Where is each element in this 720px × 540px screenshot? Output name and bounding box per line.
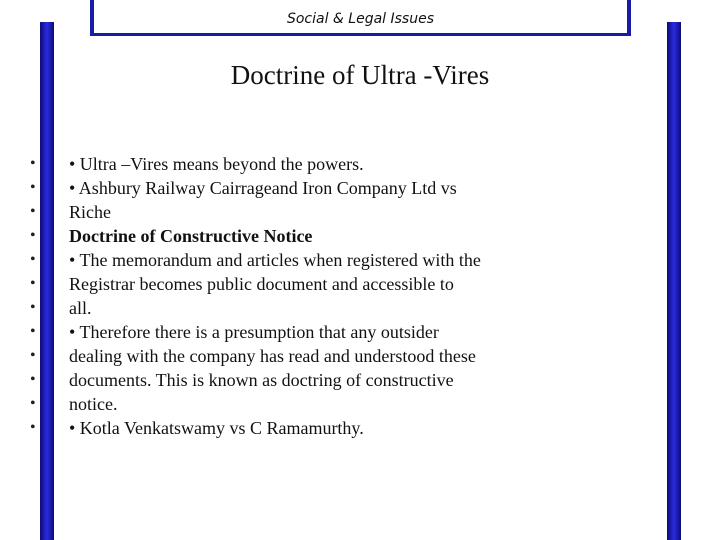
bullet-marker: •	[30, 179, 36, 196]
left-decorative-column	[40, 22, 54, 540]
bullet-marker: •	[30, 395, 36, 412]
bullet-marker: •	[30, 155, 36, 172]
bullet-marker: •	[30, 203, 36, 220]
bullet-marker: •	[30, 299, 36, 316]
body-line: • The memorandum and articles when registered with the	[69, 250, 481, 270]
right-decorative-column	[667, 22, 681, 540]
bullet-marker: •	[30, 275, 36, 292]
body-line: Doctrine of Constructive Notice	[69, 226, 313, 246]
bullet-column	[30, 152, 36, 440]
body-line: documents. This is known as doctring of constructive	[69, 370, 454, 390]
header-title: Social & Legal Issues	[286, 11, 435, 27]
bullet-marker: •	[30, 227, 36, 244]
body-line: all.	[69, 298, 92, 318]
body-line: • Kotla Venkatswamy vs C Ramamurthy.	[69, 418, 364, 438]
body-line: • Ultra –Vires means beyond the powers.	[69, 154, 364, 174]
bullet-marker: •	[30, 371, 36, 388]
slide-title: Doctrine of Ultra -Vires	[230, 60, 490, 90]
bullet-marker: •	[30, 323, 36, 340]
bullet-marker: •	[30, 347, 36, 364]
body-line: notice.	[69, 394, 118, 414]
body-line: dealing with the company has read and understood these	[69, 346, 476, 366]
bullet-marker: •	[30, 419, 36, 436]
body-line: Riche	[69, 202, 111, 222]
body-line: Registrar becomes public document and accessible to	[69, 274, 454, 294]
body-line: • Therefore there is a presumption that any outsider	[69, 322, 439, 342]
bullet-marker: •	[30, 251, 36, 268]
body-line: • Ashbury Railway Cairrageand Iron Company Ltd vs	[69, 178, 457, 198]
slide-body	[69, 152, 481, 440]
